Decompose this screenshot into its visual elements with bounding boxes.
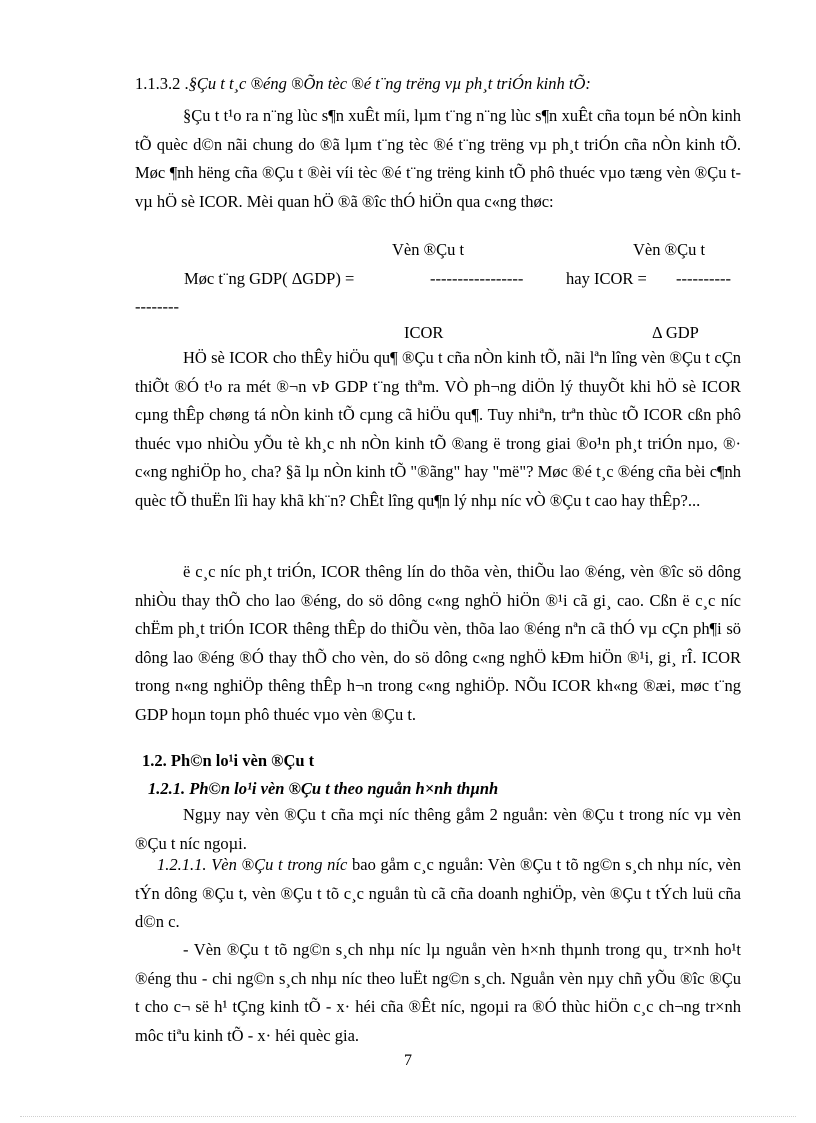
section-title: §Çu t t¸c ®éng ®Õn tèc ®é t¨ng trëng vµ ph¸t triÓn kinh tÕ: bbox=[188, 74, 591, 93]
formula-lhs: Møc t¨ng GDP( ΔGDP) = bbox=[184, 269, 355, 288]
paragraph-icor-explanation: HÖ sè ICOR cho thÊy hiÖu qu¶ ®Çu t cña nÒn kinh tÕ, nãi lªn lîng vèn ®Çu t cÇn thiÕt ®Ó t¹o ra mét ®¬n vÞ GDP t¨ng thªm. VÒ ph¬ng diÖn lý thuyÕt khi hÖ sè ICOR cµng thÊp chøng tá nÒn kinh tÕ cµng cã hiÖu qu¶. Tuy nhiªn, trªn thùc tÕ ICOR cßn phô thuéc vµo nhiÒu yÕu tè kh¸c nh nÒn kinh tÕ ®ang ë trong giai ®o¹n ph¸t triÓn nµo, ®· c«ng nghiÖp ho¸ cha? §ã lµ nÒn kinh tÕ "®ãng" hay "më"? Møc ®é t¸c ®éng cña bèi c¶nh quèc tÕ thuËn lîi hay khã kh¨n? ChÊt lîng qu¶n lý nhµ níc vÒ ®Çu t cao hay thÊp?... bbox=[135, 348, 741, 510]
paragraph-state-budget-capital: - Vèn ®Çu t tõ ng©n s¸ch nhµ níc lµ nguån vèn h×nh thµnh trong qu¸ tr×nh ho¹t ®éng thu - chi ng©n s¸ch nhµ níc theo luËt ng©n s¸ch. Nguån vèn nµy chñ yÕu ®îc ®Çu t cho c¬ së h¹ tÇng kinh tÕ - x· héi cña ®Êt níc, ngoµi ra ®Ó thùc hiÖn c¸c ch¬ng tr×nh môc tiªu kinh tÕ - x· héi quèc gia. bbox=[135, 940, 741, 1045]
paragraph-capital-sources: Ngµy nay vèn ®Çu t cña mçi níc thêng gåm 2 nguån: vèn ®Çu t trong níc vµ vèn ®Çu t níc ngoµi. bbox=[135, 805, 741, 853]
section-heading-1-1-3-2 bbox=[135, 74, 591, 94]
paragraph-domestic-capital-text: bao gåm c¸c nguån: Vèn ®Çu t tõ ng©n s¸ch nhµ níc, vèn tÝn dông ®Çu t, vèn ®Çu t tõ c¸c nguån tù cã cña doanh nghiÖp, vèn ®Çu t tÝch luü cña d©n c. bbox=[135, 855, 741, 931]
formula-fraction-bar-left: ----------------- bbox=[430, 269, 524, 288]
formula-fraction-bar-right: ---------- bbox=[676, 269, 731, 288]
page-number: 7 bbox=[404, 1052, 412, 1069]
subsection-heading-1-2-1-1: 1.2.1.1. Vèn ®Çu t trong níc bbox=[157, 855, 348, 874]
formula-icor-label: hay ICOR = bbox=[566, 269, 647, 288]
section-heading-1-2-1: 1.2.1. Ph©n lo¹i vèn ®Çu t theo nguån h×nh thµnh bbox=[148, 779, 499, 798]
section-heading-1-2: 1.2. Ph©n lo¹i vèn ®Çu t bbox=[142, 751, 315, 770]
formula-numerator-right: Vèn ®Çu t bbox=[633, 240, 706, 259]
formula-numerator-left: Vèn ®Çu t bbox=[392, 240, 465, 259]
formula-denominator-left: ICOR bbox=[404, 323, 444, 342]
paragraph-investment-capacity: §Çu t t¹o ra n¨ng lùc s¶n xuÊt míi, lµm t¨ng n¨ng lùc s¶n xuÊt cña toµn bé nÒn kinh tÕ quèc d©n nãi chung do ®ã lµm t¨ng tèc ®é t¨ng trëng vµ ph¸t triÓn cña nÒn kinh tÕ. Møc ¶nh hëng cña ®Çu t ®èi víi tèc ®é t¨ng trëng kinh tÕ phô thuéc vµo tæng vèn ®Çu t vµ hÖ sè ICOR. Mèi quan hÖ ®ã ®îc thÓ hiÖn qua c«ng thøc: bbox=[135, 106, 741, 211]
formula-denominator-right: Δ GDP bbox=[652, 323, 699, 342]
section-number: 1.1.3.2 . bbox=[135, 74, 189, 93]
paragraph-icor-countries: ë c¸c níc ph¸t triÓn, ICOR thêng lín do thõa vèn, thiÕu lao ®éng, vèn ®îc sö dông nhiÒu thay thÕ cho lao ®éng, do sö dông c«ng nghÖ hiÖn ®¹i cã gi¸ cao. Cßn ë c¸c níc chËm ph¸t triÓn ICOR thêng thÊp do thiÕu vèn, thõa lao ®éng nªn cã thÓ vµ cÇn ph¶i sö dông lao ®éng ®Ó thay thÕ cho vèn, do sö dông c«ng nghÖ kÐm hiÖn ®¹i, gi¸ rÎ. ICOR trong n«ng nghiÖp thêng thÊp h¬n trong c«ng nghiÖp. NÕu ICOR kh«ng ®æi, møc t¨ng GDP hoµn toµn phô thuéc vµo vèn ®Çu t. bbox=[135, 562, 741, 724]
page-bottom-divider bbox=[20, 1116, 796, 1117]
paragraph-domestic-capital bbox=[135, 851, 741, 937]
formula-fraction-bar-continued: -------- bbox=[135, 297, 179, 316]
